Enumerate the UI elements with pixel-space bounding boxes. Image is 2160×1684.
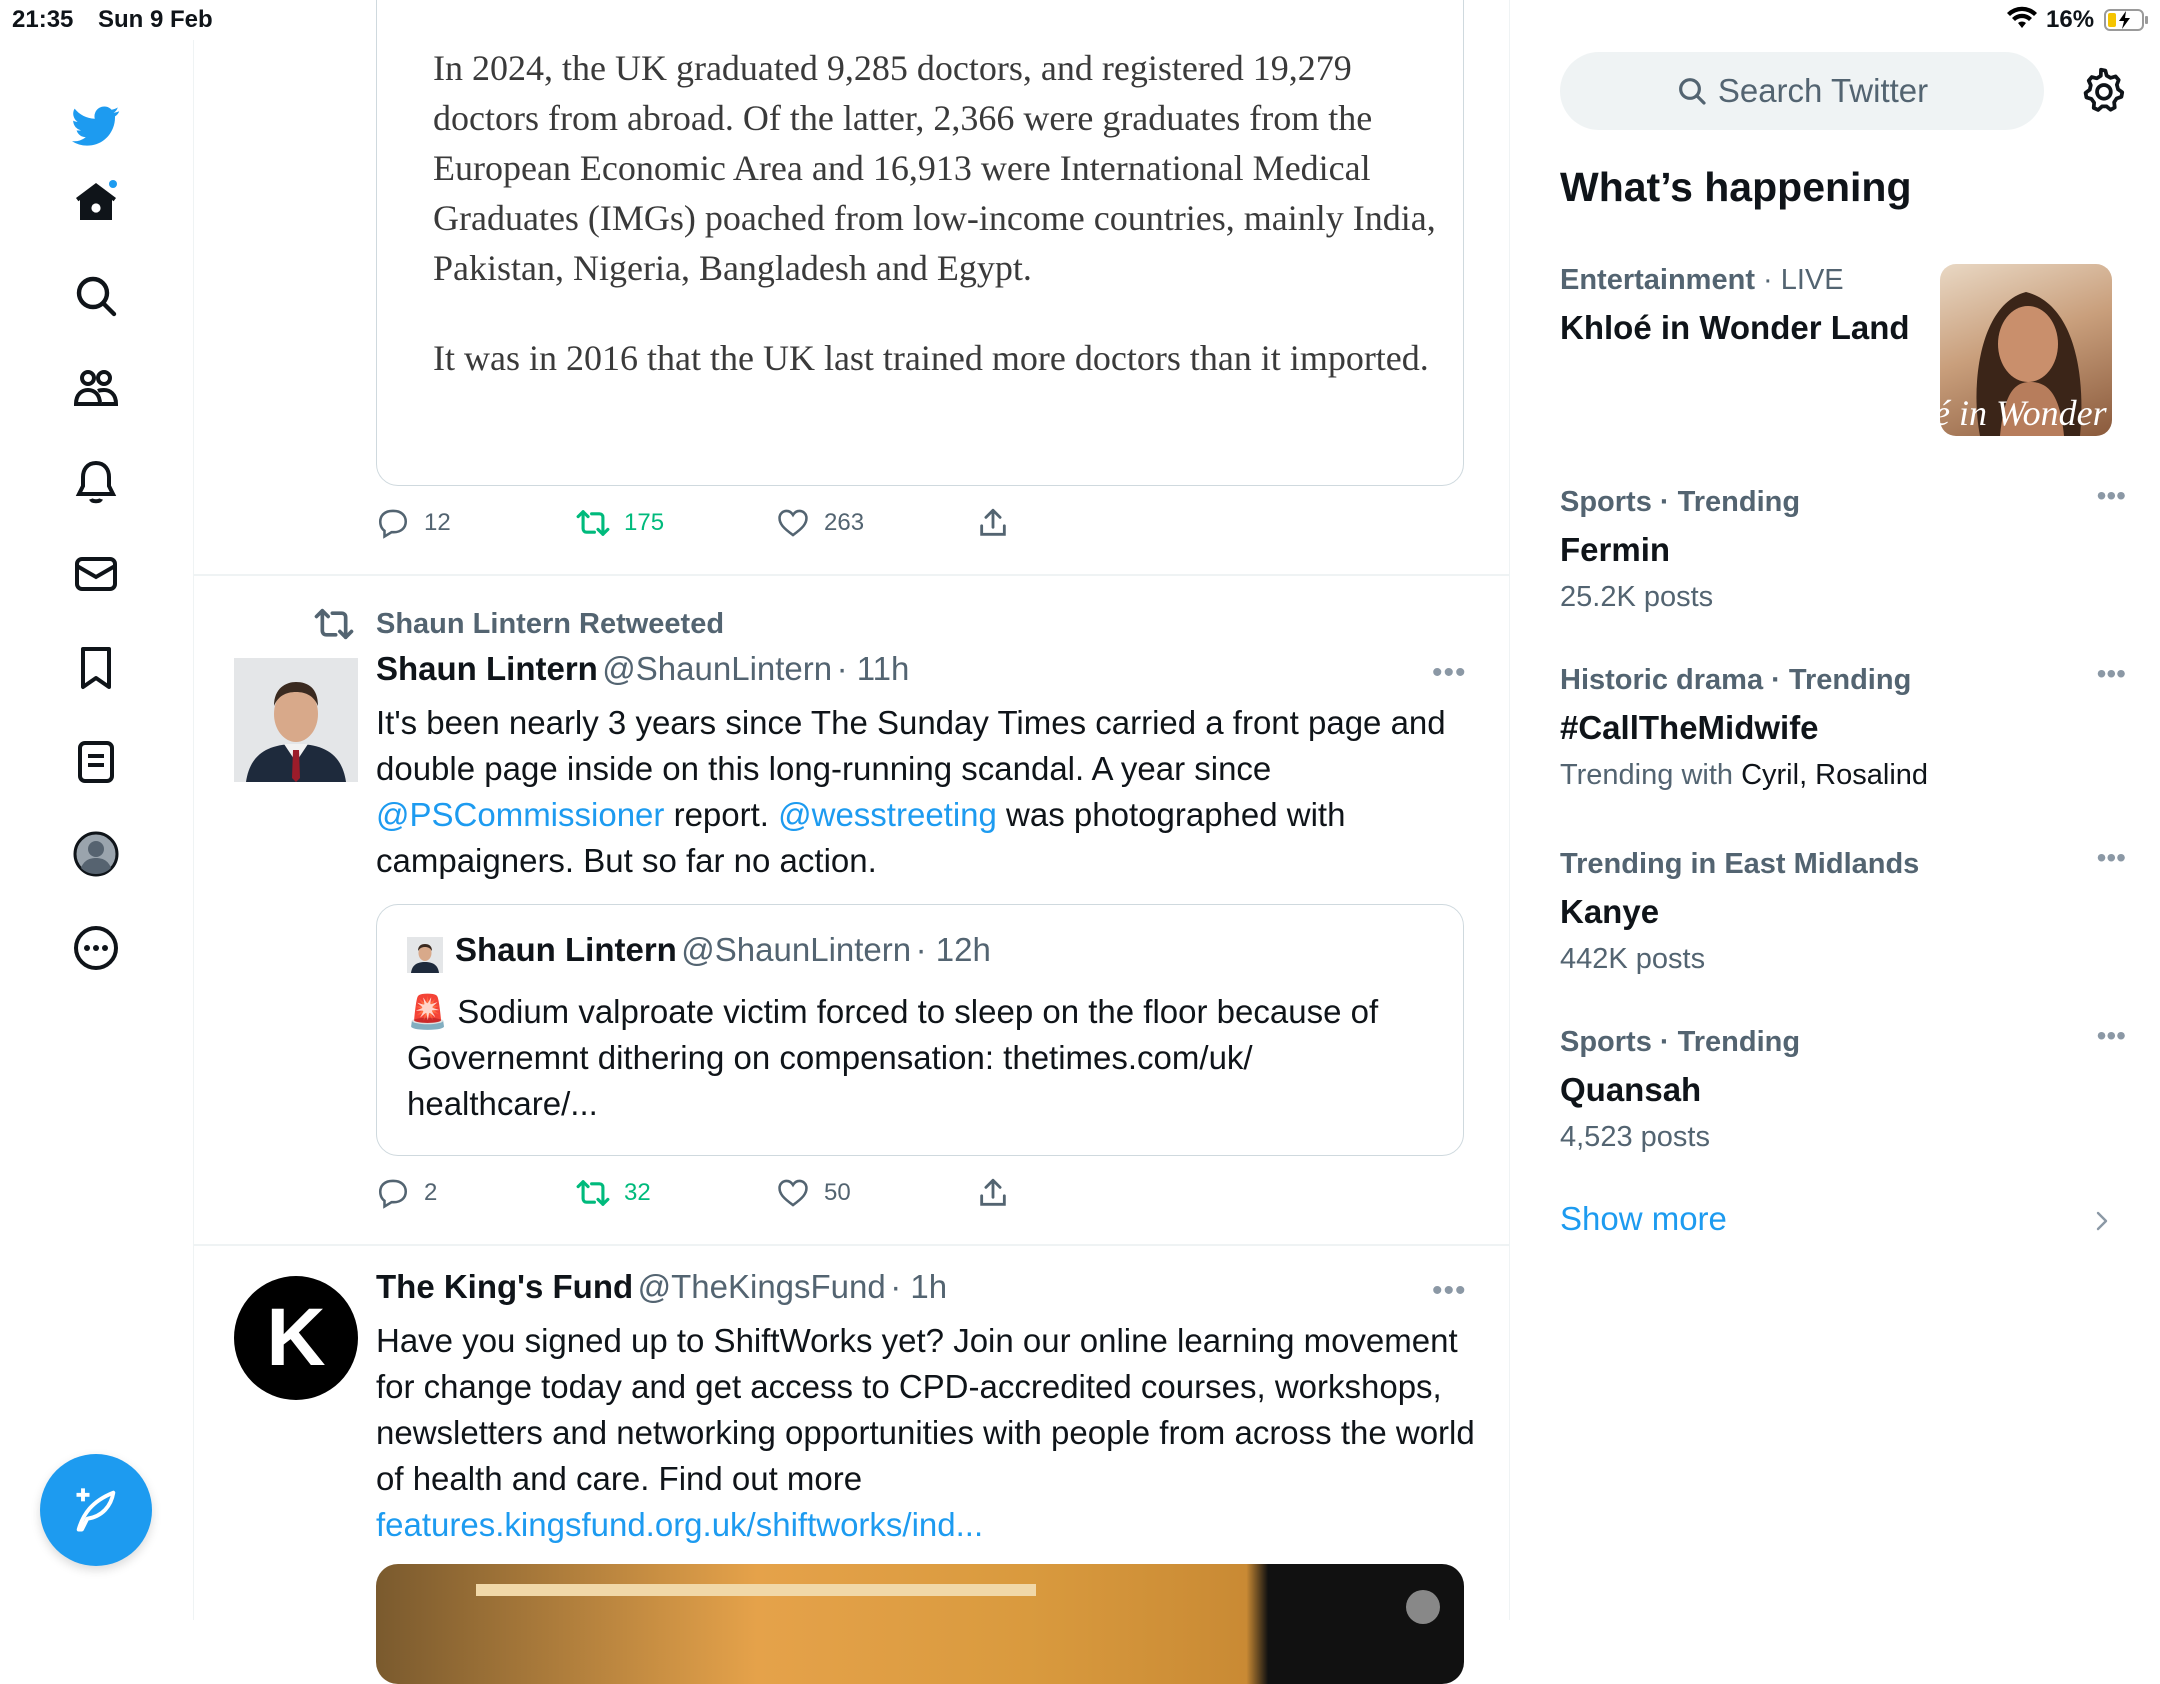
- nav-lists[interactable]: [62, 728, 130, 796]
- trend-item[interactable]: [1560, 480, 2126, 614]
- tweet3-text: [376, 1318, 1476, 1548]
- trend-post-count: 442K posts: [1560, 943, 1706, 975]
- article-paragraph-2: It was in 2016 that the UK last trained more doctors than it imported.: [433, 338, 1429, 378]
- trend-more-icon[interactable]: •••: [2096, 480, 2126, 511]
- kings-fund-avatar[interactable]: [234, 1276, 358, 1400]
- retweeted-by-label: Shaun Lintern Retweeted: [376, 607, 725, 640]
- share-icon: [976, 506, 1010, 540]
- article-card[interactable]: [376, 0, 1464, 486]
- left-nav: [0, 40, 194, 1620]
- nav-notifications[interactable]: [62, 448, 130, 516]
- trend-item[interactable]: [1560, 658, 2126, 792]
- compose-tweet-button[interactable]: [40, 1454, 152, 1566]
- tweet-text-part: report.: [664, 796, 779, 833]
- trend-post-count: 25.2K posts: [1560, 581, 1714, 613]
- quoted-tweet-time: · 12h: [915, 931, 991, 968]
- quoted-author-avatar: [407, 937, 443, 973]
- trend-title: Khloé in Wonder Land: [1560, 309, 1910, 346]
- nav-profile[interactable]: [62, 820, 130, 888]
- tweet-more-menu-icon[interactable]: •••: [1432, 656, 1467, 689]
- media-sensitive-icon: [1406, 1590, 1440, 1624]
- nav-messages[interactable]: [62, 540, 130, 608]
- notifications-icon: [72, 458, 120, 506]
- siren-emoji-icon: 🚨: [407, 993, 449, 1030]
- mention-link[interactable]: @PSCommissioner: [376, 796, 665, 833]
- twitter-bird-icon: [72, 102, 120, 150]
- quoted-author-handle: @ShaunLintern: [681, 931, 912, 968]
- search-input[interactable]: [1560, 52, 2044, 130]
- tweet-time: · 11h: [836, 650, 910, 687]
- tweet2-action-bar: [376, 1176, 1076, 1216]
- nav-home[interactable]: [62, 168, 130, 236]
- avatar-portrait-small: [407, 937, 443, 973]
- retweet-icon: [576, 1176, 610, 1210]
- heart-icon: [776, 506, 810, 540]
- retweet-small-icon: [314, 604, 354, 644]
- media-shelf: [476, 1584, 1036, 1596]
- trend-more-icon[interactable]: •••: [2096, 658, 2126, 689]
- bookmarks-icon: [72, 644, 120, 692]
- retweet-count: 175: [624, 509, 665, 536]
- thumbnail-caption: é in Wonder L: [1934, 393, 2136, 433]
- reply-count: 2: [424, 1179, 438, 1206]
- trend-related-prefix: Trending with: [1560, 759, 1742, 791]
- nav-explore[interactable]: [62, 262, 130, 330]
- author-handle[interactable]: @ShaunLintern: [602, 650, 833, 687]
- reply-icon: [376, 1176, 410, 1210]
- retweet-button[interactable]: [576, 1176, 651, 1210]
- tweet-text-part: Have you signed up to ShiftWorks yet? Join our online learning movement for change today and get access to CPD-accredited courses, workshops, newsletters and networking opportunities with people from across the world of health and care. Find out more: [376, 1322, 1475, 1497]
- quoted-tweet-text: [407, 989, 1447, 1127]
- messages-icon: [72, 550, 120, 598]
- twitter-logo[interactable]: [62, 92, 130, 160]
- nav-bookmarks[interactable]: [62, 634, 130, 702]
- trend-related: [1560, 759, 2120, 792]
- trend-item[interactable]: [1560, 842, 2126, 976]
- timeline: [194, 0, 1510, 1620]
- tweet-link[interactable]: features.kingsfund.org.uk/shiftworks/ind...: [376, 1506, 984, 1543]
- communities-icon: [72, 364, 120, 412]
- trend-context: Sports · Trending: [1560, 1026, 1801, 1058]
- quoted-author-name: Shaun Lintern: [455, 931, 677, 968]
- trend-item[interactable]: [1560, 264, 2136, 433]
- trend-post-count: 4,523 posts: [1560, 1121, 1710, 1153]
- tweet-text-part: It's been nearly 3 years since The Sunday Times carried a front page and double page inside on this long-running scandal. A year since: [376, 704, 1446, 787]
- more-icon: [72, 924, 120, 972]
- trend-title: Fermin: [1560, 531, 1671, 568]
- tweet2-text: [376, 700, 1476, 884]
- like-button[interactable]: [776, 506, 864, 540]
- tweet-divider: [194, 574, 1510, 576]
- compose-feather-icon: [70, 1484, 122, 1536]
- trend-title: #CallTheMidwife: [1560, 709, 1819, 746]
- show-more-link[interactable]: Show more: [1560, 1200, 1727, 1237]
- avatar-letter: K: [266, 1292, 326, 1383]
- share-button[interactable]: [976, 506, 1024, 540]
- nav-more[interactable]: [62, 914, 130, 982]
- tweet-media-image[interactable]: [376, 1564, 1464, 1684]
- trend-context: Sports · Trending: [1560, 486, 1801, 518]
- tweet3-header: [376, 1268, 947, 1306]
- gear-icon[interactable]: [2076, 66, 2126, 116]
- reply-icon: [376, 506, 410, 540]
- battery-percent: 16%: [2046, 6, 2095, 33]
- status-date: Sun 9 Feb: [98, 6, 213, 33]
- lists-icon: [72, 738, 120, 786]
- search-placeholder: Search Twitter: [1717, 72, 1929, 109]
- author-name[interactable]: The King's Fund: [376, 1268, 634, 1305]
- home-icon: [72, 178, 120, 226]
- author-name[interactable]: Shaun Lintern: [376, 650, 598, 687]
- whats-happening-heading: What’s happening: [1560, 164, 1912, 210]
- mention-link[interactable]: @wesstreeting: [778, 796, 997, 833]
- tweet-time: · 1h: [890, 1268, 948, 1305]
- like-count: 50: [824, 1179, 851, 1206]
- chevron-right-icon: [2090, 1206, 2114, 1236]
- trend-item[interactable]: [1560, 1020, 2126, 1154]
- tweet-text-part: was photographed with campaigners. But so far no action.: [376, 796, 1346, 879]
- trend-category: Entertainment: [1560, 264, 1755, 296]
- trend-live-label: · LIVE: [1754, 264, 1844, 296]
- reply-button[interactable]: [376, 506, 451, 540]
- retweet-button[interactable]: [576, 506, 664, 540]
- article-paragraph-1: In 2024, the UK graduated 9,285 doctors, and registered 19,279 doctors from abroad. Of the latter, 2,366 were graduates from the European Economic Area and 16,913 were International Medical Graduates (IMGs) poached from low-income countries, mainly India, Pakistan, Nigeria, Bangladesh and Egypt.: [433, 48, 1436, 288]
- retweet-count: 32: [624, 1179, 651, 1206]
- author-handle[interactable]: @TheKingsFund: [637, 1268, 886, 1305]
- avatar-portrait: [234, 658, 358, 782]
- like-count: 263: [824, 509, 865, 536]
- trend-more-icon[interactable]: •••: [2096, 1020, 2126, 1051]
- tweet1-action-bar: [376, 506, 1076, 546]
- search-icon: [1676, 75, 1708, 107]
- search-icon: [72, 272, 120, 320]
- shaun-lintern-avatar[interactable]: [234, 658, 358, 782]
- status-time: 21:35: [12, 6, 74, 33]
- reply-button[interactable]: [376, 1176, 437, 1210]
- heart-icon: [776, 1176, 810, 1210]
- trend-related-names: Cyril, Rosalind: [1741, 759, 1929, 791]
- profile-icon: [72, 830, 120, 878]
- share-icon: [976, 1176, 1010, 1210]
- retweeted-by-row[interactable]: [314, 604, 724, 644]
- retweet-icon: [576, 506, 610, 540]
- trend-context: Trending in East Midlands: [1560, 848, 1920, 880]
- nav-communities[interactable]: [62, 354, 130, 422]
- right-sidebar: [1510, 0, 2160, 1620]
- reply-count: 12: [424, 509, 451, 536]
- tweet2-header: [376, 650, 909, 688]
- trend-title: Quansah: [1560, 1071, 1702, 1108]
- trend-thumbnail-image[interactable]: [1934, 264, 2136, 436]
- tweet-more-menu-icon[interactable]: •••: [1432, 1274, 1467, 1307]
- share-button[interactable]: [976, 1176, 1024, 1210]
- quoted-tweet-header: [455, 931, 991, 969]
- trend-more-icon[interactable]: •••: [2096, 842, 2126, 873]
- tweet-divider: [194, 1244, 1510, 1246]
- quoted-tweet-body: Sodium valproate victim forced to sleep on the floor because of Governemnt dithering on compensation: thetimes.com/uk/ healthcare/...: [407, 993, 1379, 1122]
- quoted-tweet-card[interactable]: [376, 904, 1464, 1156]
- like-button[interactable]: [776, 1176, 851, 1210]
- trend-context: Historic drama · Trending: [1560, 664, 1912, 696]
- trend-title: Kanye: [1560, 893, 1660, 930]
